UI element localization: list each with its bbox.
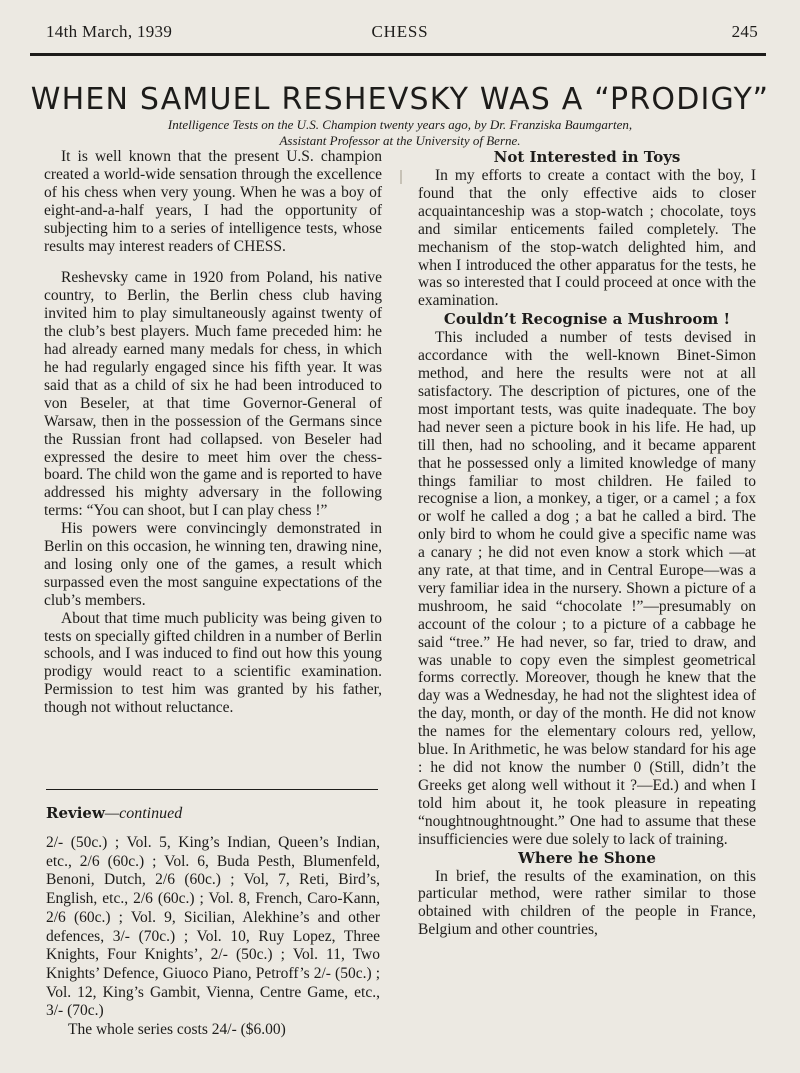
paragraph-publicity: About that time much publicity was being given to tests on specially gifted children in a number of Berlin schools, and I was induced to find out how this young prodigy would react to a scientific examination. Permission to test him was granted by his father, though not without reluctance. <box>44 609 382 717</box>
review-total-price: The whole series costs 24/- ($6.00) <box>68 1021 286 1039</box>
paragraph-arrival: Reshevsky came in 1920 from Poland, his native country, to Berlin, the Berlin chess club having invited him to play simultaneously against twenty of the club’s best players. Much fame preceded him: he had already earned many medals for chess, in which he had regularly engaged since his fifth year. It was said that as a child of six he had been introduced to von Beseler, at that time Governor-General of Warsaw, then in the possession of the Germans since the Russian front had collapsed. von Beseler had expressed the desire to meet him over the chess-board. The child won the game and is reported to have addressed his mighty adversary in the following terms: “You can shoot, but I can play chess !” <box>44 269 382 520</box>
subtitle-line-1: Intelligence Tests on the U.S. Champion twenty years ago, by Dr. Franziska Baumgarten, <box>167 117 633 132</box>
section-heading-toys: Not Interested in Toys <box>493 148 681 166</box>
section-heading-mushroom: Couldn’t Recognise a Mushroom ! <box>443 310 731 329</box>
review-heading-bold: Review <box>46 804 105 822</box>
page-number: 245 <box>731 22 758 41</box>
section-heading-shone: Where he Shone <box>518 848 656 867</box>
article-subtitle <box>0 117 800 148</box>
magazine-title: CHESS <box>371 22 429 41</box>
section-text-shone: In brief, the results of the examination, on this particular method, were rather similar to those obtained with children of the people in France, Belgium and other countries, <box>418 867 756 939</box>
section-text-mushroom: This included a number of tests devised in accordance with the well-known Binet-Simon method, and here the results were not at all satisfactory. The description of pictures, one of the most important tests, was quite inadequate. The boy had never seen a picture book in his life. He had, up till then, had no schooling, and it became apparent that he possessed only a limited knowledge of many things familiar to most children. He failed to recognise a lion, a monkey, a tiger, or a camel ; a fox or wolf he called a dog ; a bat he called a bird. The only bird to whom he could give a specific name was a canary ; he did not even know a stork which —at any rate, at that time, and in Central Europe—was a very familiar idea in the nursery. Shown a picture of a mushroom, he said “chocolate !”—presumably on account of the colour ; to a picture of a cabbage he said “tree.” He had never, so far, tried to draw, and was unable to copy even the simplest geometrical forms correctly. Moreover, though he knew that the day was a Wednesday, he had not the slightest idea of the day, month, or day of the month. He did not know the names for the elementary colours red, yellow, blue. In Arithmetic, he was below standard for his age : he did not know the number 0 (Still, didn’t the Greeks get along well without it ?—Ed.) and when I told him about it, he took pleasure in repeating “noughtnoughtnought.” One had to assume that these insufficiencies were due solely to lack of training. <box>418 329 756 848</box>
page-fold-mark <box>400 170 402 184</box>
review-divider <box>46 789 378 790</box>
paragraph-intro: It is well known that the present U.S. champion created a world-wide sensation through the excellence of his chess when very young. When he was a boy of eight-and-a-half years, I had the opportunity of subjecting him to a series of intelligence tests, whose results may interest readers of CHESS. <box>44 148 382 255</box>
review-body <box>46 834 380 1040</box>
article-title: WHEN SAMUEL RESHEVSKY WAS A “PRODIGY” <box>30 82 770 117</box>
subtitle-line-2: Assistant Professor at the University of Berne. <box>279 132 521 148</box>
header-rule <box>30 53 766 56</box>
running-header <box>0 22 800 46</box>
review-heading-italic: —continued <box>104 805 183 822</box>
review-volume-list: 2/- (50c.) ; Vol. 5, King’s Indian, Queen’s Indian, etc., 2/6 (60c.) ; Vol. 6, Buda Pesth, Blumenfeld, Benoni, Dutch, 2/6 (60c.) ; Vol, 7, Reti, Bird’s, English, etc., 2/6 (60c.) ; Vol. 8, French, Caro-Kann, 2/6 (60c.) ; Vol. 9, Sicilian, Alekhine’s and other defences, 3/- (70c.) ; Vol. 10, Ruy Lopez, Three Knights, Four Knights’, 2/- (50c.) ; Vol. 11, Two Knights’ Defence, Giuoco Piano, Petroff’s 2/- (50c.) ; Vol. 12, King’s Gambit, Vienna, Centre Game, etc., 3/- (70c.) <box>46 834 380 1020</box>
right-column <box>418 148 756 939</box>
issue-date: 14th March, 1939 <box>46 22 173 41</box>
left-column <box>44 148 382 717</box>
review-heading <box>46 804 182 823</box>
paragraph-powers: His powers were convincingly demonstrated in Berlin on this occasion, he winning ten, drawing nine, and losing only one of the games, a result which surpassed even the most sanguine expectations of the club’s members. <box>44 520 382 609</box>
section-text-toys: In my efforts to create a contact with the boy, I found that the only effective aids to closer acquaintanceship was a stop-watch ; chocolate, toys and similar enticements failed completely. The mechanism of the stop-watch delighted him, and when I introduced the other apparatus for the tests, he was so interested that I could proceed at once with the examination. <box>418 167 756 310</box>
